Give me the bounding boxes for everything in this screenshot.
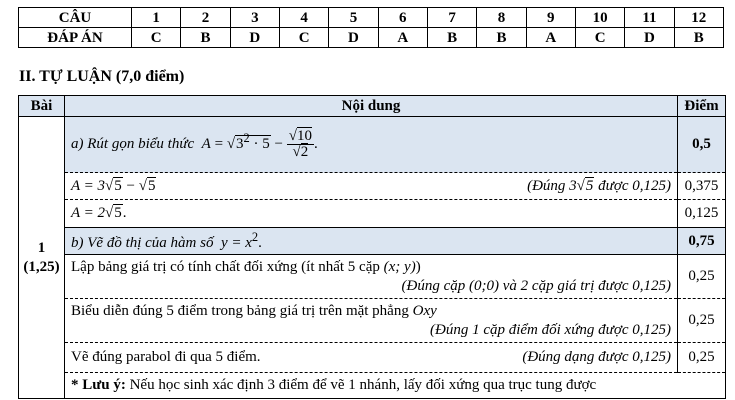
expr-eq: = bbox=[214, 135, 224, 152]
answer-value: D bbox=[230, 28, 279, 48]
note-content bbox=[65, 373, 726, 399]
score-step2: 0,125 bbox=[678, 200, 726, 228]
score-plot-step: 0,25 bbox=[678, 299, 726, 343]
score-a: 0,5 bbox=[678, 117, 726, 173]
grading-table bbox=[18, 95, 726, 399]
score-parabola-step: 0,25 bbox=[678, 343, 726, 373]
part-b-prompt: b) Vẽ đồ thị của hàm số $y = x^2$. bbox=[65, 228, 678, 255]
answer-value: C bbox=[132, 28, 181, 48]
fraction-numerator: 10 bbox=[297, 128, 312, 144]
expr-mid: · 5 bbox=[253, 135, 270, 152]
score-table-step: 0,25 bbox=[678, 255, 726, 299]
question-header: CÂU bbox=[19, 8, 132, 28]
part-a-prompt bbox=[65, 117, 678, 173]
question-number: 11 bbox=[625, 8, 674, 28]
step1-expr: A = 3√5 − √5 bbox=[71, 177, 156, 194]
expr-lhs: A bbox=[201, 135, 211, 152]
column-header-bai: Bài bbox=[19, 96, 65, 117]
grading-header-row bbox=[19, 96, 726, 117]
note-text: Nếu học sinh xác định 3 điểm để vẽ 1 nhánh, lấy đối xứng qua trục tung được bbox=[129, 377, 597, 393]
answer-value: B bbox=[181, 28, 230, 48]
answer-key-question-row bbox=[19, 8, 724, 28]
step2-content: A = 2√5. bbox=[65, 200, 678, 228]
expr-exponent: 2 bbox=[243, 130, 250, 145]
question-number: 9 bbox=[526, 8, 575, 28]
question-number: 6 bbox=[378, 8, 427, 28]
problem-cell bbox=[19, 117, 65, 399]
answer-value: B bbox=[427, 28, 476, 48]
grading-row-parabola bbox=[19, 343, 726, 373]
score-b: 0,75 bbox=[678, 228, 726, 255]
answer-value: B bbox=[674, 28, 723, 48]
problem-number: 1 bbox=[37, 239, 46, 256]
answer-key-table bbox=[18, 7, 724, 48]
expr-end: . bbox=[314, 135, 318, 152]
question-number: 3 bbox=[230, 8, 279, 28]
section-title: II. TỰ LUẬN (7,0 điểm) bbox=[19, 68, 185, 85]
answer-value: A bbox=[526, 28, 575, 48]
question-number: 1 bbox=[132, 8, 181, 28]
problem-points: (1,25) bbox=[23, 258, 60, 275]
answer-key-answer-row bbox=[19, 28, 724, 48]
grading-row-step1 bbox=[19, 173, 726, 200]
expr-base: 3 bbox=[236, 135, 244, 152]
answer-value: D bbox=[625, 28, 674, 48]
grading-row-b bbox=[19, 228, 726, 255]
grading-row-table bbox=[19, 255, 726, 299]
answer-value: D bbox=[329, 28, 378, 48]
sqrt-expression: $√3^2 \cdot 5$ bbox=[226, 130, 270, 152]
plot-step-content: Biểu diễn đúng 5 điểm trong bảng giá trị trên mặt phẳng Oxy (Đúng 1 cặp điểm đối xứng được 0,125) bbox=[65, 299, 678, 343]
grading-row-plot bbox=[19, 299, 726, 343]
answer-value: C bbox=[575, 28, 624, 48]
table-step-note: (Đúng cặp (0;0) và 2 cặp giá trị được 0,125) bbox=[401, 277, 671, 294]
plot-step-note: (Đúng 1 cặp điểm đối xứng được 0,125) bbox=[430, 321, 671, 338]
question-number: 12 bbox=[674, 8, 723, 28]
parabola-step-note: (Đúng dạng được 0,125) bbox=[522, 349, 671, 365]
answer-value: C bbox=[279, 28, 328, 48]
question-number: 10 bbox=[575, 8, 624, 28]
expr-minus: − bbox=[274, 135, 284, 152]
answer-value: A bbox=[378, 28, 427, 48]
fraction-denominator: 2 bbox=[300, 144, 309, 160]
part-a-intro: a) Rút gọn biểu thức bbox=[71, 135, 195, 152]
answer-value: B bbox=[477, 28, 526, 48]
column-header-score: Điểm bbox=[678, 96, 726, 117]
question-number: 7 bbox=[427, 8, 476, 28]
question-number: 5 bbox=[329, 8, 378, 28]
score-step1: 0,375 bbox=[678, 173, 726, 200]
question-number: 4 bbox=[279, 8, 328, 28]
note-label: * Lưu ý: bbox=[71, 377, 126, 393]
step1-content bbox=[65, 173, 678, 200]
grading-row-step2 bbox=[19, 200, 726, 228]
grading-row-a bbox=[19, 117, 726, 173]
question-number: 2 bbox=[181, 8, 230, 28]
grading-row-note bbox=[19, 373, 726, 399]
question-number: 8 bbox=[477, 8, 526, 28]
fraction: $\frac{√10}{√2}$ bbox=[288, 128, 312, 160]
parabola-step-content: Vẽ đúng parabol đi qua 5 điểm. (Đúng dạng được 0,125) bbox=[65, 343, 678, 373]
step1-note: (Đúng 3√5 được 0,125) bbox=[527, 177, 671, 194]
column-header-content: Nội dung bbox=[65, 96, 678, 117]
answer-header: ĐÁP ÁN bbox=[19, 28, 132, 48]
table-step-content: Lập bảng giá trị có tính chất đối xứng (ít nhất 5 cặp (x; y)) (Đúng cặp (0;0) và 2 cặp giá trị được 0,125) bbox=[65, 255, 678, 299]
